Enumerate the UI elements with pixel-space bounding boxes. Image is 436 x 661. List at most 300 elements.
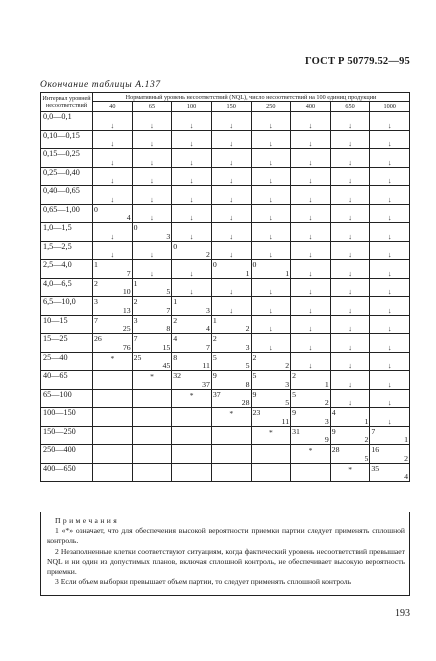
notes-title: Примечания (55, 516, 120, 525)
full-inspection-mark: * (110, 353, 115, 363)
sample-size: 3 (205, 305, 210, 315)
plan-cell (291, 463, 331, 482)
down-arrow-icon: ↓ (348, 342, 352, 352)
plan-cell (93, 130, 133, 149)
plan-cell (172, 371, 212, 390)
plan-cell (251, 223, 291, 242)
plan-cell (93, 426, 133, 445)
down-arrow-icon: ↓ (348, 194, 352, 204)
plan-cell (93, 186, 133, 205)
down-arrow-icon: ↓ (229, 250, 234, 259)
plan-cell (172, 223, 212, 242)
plan-cell (172, 186, 212, 205)
interval-label: 15—25 (41, 334, 93, 353)
sample-size: 8 (166, 324, 171, 333)
plan-cell (93, 352, 133, 371)
down-arrow-icon: ↓ (189, 268, 194, 278)
down-arrow-icon: ↓ (150, 120, 154, 130)
acceptance-number: 9 (292, 408, 297, 417)
down-arrow-icon: ↓ (348, 268, 352, 278)
down-arrow-icon: ↓ (110, 231, 115, 241)
plan-cell (132, 149, 172, 168)
plan-cell (211, 186, 251, 205)
plan-cell (211, 278, 251, 297)
acceptance-number: 4 (331, 408, 336, 417)
plan-cell (251, 315, 291, 334)
plan-cell (172, 149, 212, 168)
table-row (41, 149, 410, 168)
nql-level-header: 65 (132, 102, 172, 112)
plan-cell (251, 278, 291, 297)
plan-cell (211, 204, 251, 223)
down-arrow-icon: ↓ (308, 324, 313, 333)
down-arrow-icon: ↓ (308, 176, 313, 185)
sample-size: 37 (202, 379, 210, 389)
sample-size: 2 (285, 361, 290, 370)
interval-label: 100—150 (41, 408, 93, 427)
down-arrow-icon: ↓ (308, 342, 313, 352)
plan-cell (370, 389, 410, 408)
sample-size: 4 (126, 213, 131, 222)
plan-cell (330, 426, 370, 445)
plan-cell (93, 371, 133, 390)
acceptance-number: 0 (252, 260, 257, 269)
plan-cell (211, 389, 251, 408)
plan-cell (211, 260, 251, 279)
sample-size: 1 (364, 416, 369, 426)
plan-cell (291, 223, 331, 242)
plan-cell (291, 408, 331, 427)
acceptance-number: 7 (133, 334, 138, 343)
plan-cell (132, 445, 172, 464)
plan-cell (211, 315, 251, 334)
plan-cell (330, 408, 370, 427)
down-arrow-icon: ↓ (387, 287, 392, 296)
plan-cell (370, 149, 410, 168)
nql-span-header: Нормативный уровень несоответствий (NQL), число несоответствий на 100 единиц продукции (93, 93, 410, 102)
plan-cell (291, 371, 331, 390)
note-3: 3 Если объем выборки превышает объем партии, то следует применять сплошной контроль (55, 577, 352, 587)
acceptance-number: 0 (94, 204, 98, 214)
acceptance-number: 9 (331, 426, 336, 436)
acceptance-number: 2 (94, 278, 98, 288)
plan-cell (251, 297, 291, 316)
sample-size: 4 (205, 324, 210, 333)
nql-level-header: 650 (330, 102, 370, 112)
down-arrow-icon: ↓ (387, 250, 392, 259)
table-row (41, 260, 410, 279)
plan-cell (251, 167, 291, 186)
plan-cell (132, 186, 172, 205)
plan-cell (211, 223, 251, 242)
down-arrow-icon: ↓ (387, 361, 392, 370)
plan-cell (370, 371, 410, 390)
plan-cell (172, 297, 212, 316)
plan-cell (330, 297, 370, 316)
down-arrow-icon: ↓ (189, 231, 194, 241)
plan-cell (172, 204, 212, 223)
full-inspection-mark: * (348, 464, 352, 474)
plan-cell (172, 167, 212, 186)
plan-cell (211, 167, 251, 186)
plan-cell (172, 278, 212, 297)
table-row (41, 463, 410, 482)
plan-cell (370, 260, 410, 279)
plan-cell (291, 426, 331, 445)
acceptance-number: 35 (371, 463, 380, 473)
plan-cell (132, 204, 172, 223)
down-arrow-icon: ↓ (150, 194, 154, 204)
interval-label: 0,0—0,1 (41, 112, 93, 131)
interval-column-header: Интервал уровней несоответствий (41, 93, 93, 112)
plan-cell (330, 371, 370, 390)
plan-cell (370, 352, 410, 371)
acceptance-number: 1 (133, 278, 138, 288)
sample-size: 1 (285, 268, 290, 278)
plan-cell (330, 445, 370, 464)
plan-cell (291, 241, 331, 260)
sample-size: 7 (166, 305, 171, 315)
table-caption: Окончание таблицы А.137 (40, 80, 161, 90)
plan-cell (330, 130, 370, 149)
down-arrow-icon: ↓ (189, 287, 194, 296)
sample-size: 10 (122, 287, 131, 296)
plan-cell (291, 315, 331, 334)
down-arrow-icon: ↓ (150, 250, 154, 259)
down-arrow-icon: ↓ (110, 120, 115, 130)
plan-cell (211, 463, 251, 482)
plan-cell (330, 260, 370, 279)
down-arrow-icon: ↓ (110, 250, 115, 259)
down-arrow-icon: ↓ (348, 324, 352, 333)
standard-header: ГОСТ Р 50779.52—95 (305, 56, 410, 67)
down-arrow-icon: ↓ (189, 194, 194, 204)
sample-size: 3 (324, 416, 329, 426)
plan-cell (330, 204, 370, 223)
down-arrow-icon: ↓ (308, 139, 313, 148)
interval-label: 6,5—10,0 (41, 297, 93, 316)
plan-cell (330, 223, 370, 242)
sample-size: 8 (245, 379, 250, 389)
acceptance-number: 5 (252, 371, 257, 380)
plan-cell (172, 352, 212, 371)
plan-cell (132, 389, 172, 408)
plan-cell (132, 112, 172, 131)
plan-cell (251, 186, 291, 205)
table-row (41, 445, 410, 464)
plan-cell (211, 371, 251, 390)
down-arrow-icon: ↓ (387, 231, 392, 241)
down-arrow-icon: ↓ (387, 120, 392, 130)
down-arrow-icon: ↓ (229, 157, 234, 167)
nql-level-header: 40 (93, 102, 133, 112)
acceptance-number: 1 (173, 297, 178, 306)
down-arrow-icon: ↓ (229, 176, 234, 185)
plan-cell (172, 389, 212, 408)
plan-cell (291, 260, 331, 279)
down-arrow-icon: ↓ (268, 176, 273, 185)
plan-cell (291, 278, 331, 297)
sample-size: 28 (241, 398, 250, 407)
sample-size: 7 (205, 342, 210, 352)
nql-level-header: 100 (172, 102, 212, 112)
sample-size: 3 (285, 379, 290, 389)
down-arrow-icon: ↓ (348, 231, 352, 241)
plan-cell (291, 149, 331, 168)
acceptance-number: 0 (173, 241, 178, 251)
down-arrow-icon: ↓ (150, 213, 154, 222)
interval-label: 2,5—4,0 (41, 260, 93, 279)
interval-label: 4,0—6,5 (41, 278, 93, 297)
plan-cell (370, 315, 410, 334)
nql-level-header: 400 (291, 102, 331, 112)
plan-cell (370, 278, 410, 297)
plan-cell (93, 334, 133, 353)
down-arrow-icon: ↓ (387, 398, 392, 407)
plan-cell (291, 112, 331, 131)
down-arrow-icon: ↓ (110, 176, 115, 185)
down-arrow-icon: ↓ (308, 250, 313, 259)
down-arrow-icon: ↓ (348, 157, 352, 167)
acceptance-number: 7 (371, 426, 376, 436)
down-arrow-icon: ↓ (348, 120, 352, 130)
down-arrow-icon: ↓ (387, 324, 392, 333)
plan-cell (251, 389, 291, 408)
plan-cell (93, 463, 133, 482)
plan-cell (132, 260, 172, 279)
notes-block (40, 512, 410, 596)
down-arrow-icon: ↓ (308, 157, 313, 167)
interval-label: 0,65—1,00 (41, 204, 93, 223)
acceptance-number: 2 (133, 297, 138, 306)
down-arrow-icon: ↓ (229, 194, 234, 204)
plan-cell (132, 371, 172, 390)
table-row (41, 130, 410, 149)
down-arrow-icon: ↓ (189, 213, 194, 222)
full-inspection-mark: * (308, 446, 313, 455)
acceptance-number: 3 (133, 315, 138, 325)
plan-cell (370, 223, 410, 242)
down-arrow-icon: ↓ (268, 305, 273, 315)
plan-cell (93, 278, 133, 297)
interval-label: 25—40 (41, 352, 93, 371)
plan-cell (132, 297, 172, 316)
page-number: 193 (395, 608, 410, 619)
note-1: 1 «*» означает, что для обеспечения высокой вероятности приемки партии следует применять сплошной контроль. (47, 526, 405, 546)
sample-size: 13 (122, 305, 131, 315)
plan-cell (370, 445, 410, 464)
down-arrow-icon: ↓ (348, 139, 352, 148)
down-arrow-icon: ↓ (387, 379, 392, 389)
down-arrow-icon: ↓ (189, 176, 194, 185)
down-arrow-icon: ↓ (387, 416, 392, 426)
sample-size: 11 (281, 416, 290, 426)
plan-cell (172, 130, 212, 149)
plan-cell (132, 167, 172, 186)
plan-cell (291, 167, 331, 186)
down-arrow-icon: ↓ (150, 176, 154, 185)
down-arrow-icon: ↓ (189, 120, 194, 130)
sample-size: 5 (364, 453, 369, 463)
plan-cell (132, 463, 172, 482)
down-arrow-icon: ↓ (348, 379, 352, 389)
plan-cell (93, 223, 133, 242)
down-arrow-icon: ↓ (268, 213, 273, 222)
sample-size: 5 (245, 361, 250, 370)
plan-cell (211, 112, 251, 131)
plan-cell (172, 445, 212, 464)
table-row (41, 186, 410, 205)
acceptance-number: 4 (173, 334, 178, 343)
acceptance-number: 23 (252, 408, 261, 417)
plan-cell (370, 426, 410, 445)
plan-cell (93, 149, 133, 168)
down-arrow-icon: ↓ (110, 157, 115, 167)
down-arrow-icon: ↓ (348, 176, 352, 185)
plan-cell (211, 352, 251, 371)
acceptance-number: 16 (371, 445, 380, 454)
plan-cell (370, 241, 410, 260)
down-arrow-icon: ↓ (110, 139, 115, 148)
note-2: 2 Незаполненные клетки соответствуют ситуациям, когда фактический уровень несоответствий превышает NQL и ни один из допустимых планов, включая сплошной контроль, не обеспечивает высокую вероятность приемки. (47, 546, 405, 577)
interval-label: 0,25—0,40 (41, 167, 93, 186)
down-arrow-icon: ↓ (268, 342, 273, 352)
plan-cell (211, 130, 251, 149)
plan-cell (330, 112, 370, 131)
down-arrow-icon: ↓ (268, 157, 273, 167)
acceptance-number: 28 (331, 445, 340, 454)
sample-size: 25 (122, 324, 131, 333)
down-arrow-icon: ↓ (387, 139, 392, 148)
plan-cell (291, 297, 331, 316)
plan-cell (291, 130, 331, 149)
plan-cell (251, 112, 291, 131)
plan-cell (93, 297, 133, 316)
table-row (41, 204, 410, 223)
sample-size: 4 (404, 472, 408, 481)
table-row (41, 426, 410, 445)
table-row (41, 167, 410, 186)
sample-size: 2 (245, 324, 250, 333)
down-arrow-icon: ↓ (348, 213, 352, 222)
interval-label: 10—15 (41, 315, 93, 334)
interval-label: 40—65 (41, 371, 93, 390)
plan-cell (132, 334, 172, 353)
plan-cell (330, 186, 370, 205)
nql-level-header: 150 (211, 102, 251, 112)
plan-cell (211, 426, 251, 445)
plan-cell (132, 223, 172, 242)
plan-cell (330, 149, 370, 168)
down-arrow-icon: ↓ (229, 287, 234, 296)
sample-size: 5 (285, 398, 290, 407)
plan-cell (251, 426, 291, 445)
plan-cell (93, 260, 133, 279)
full-inspection-mark: * (268, 427, 273, 437)
down-arrow-icon: ↓ (308, 305, 313, 315)
plan-cell (251, 408, 291, 427)
table-row (41, 297, 410, 316)
acceptance-number: 37 (212, 389, 221, 399)
down-arrow-icon: ↓ (268, 139, 273, 148)
plan-cell (291, 445, 331, 464)
down-arrow-icon: ↓ (387, 305, 392, 315)
sample-size: 45 (162, 361, 171, 370)
plan-cell (93, 445, 133, 464)
plan-cell (291, 334, 331, 353)
down-arrow-icon: ↓ (387, 213, 392, 222)
sample-size: 9 (324, 435, 329, 444)
interval-label: 0,10—0,15 (41, 130, 93, 149)
table-row (41, 371, 410, 390)
plan-cell (93, 389, 133, 408)
acceptance-number: 32 (173, 371, 182, 380)
plan-cell (172, 426, 212, 445)
plan-cell (330, 389, 370, 408)
acceptance-number: 2 (292, 371, 297, 380)
down-arrow-icon: ↓ (229, 213, 234, 222)
plan-cell (172, 241, 212, 260)
plan-cell (132, 241, 172, 260)
down-arrow-icon: ↓ (308, 231, 313, 241)
down-arrow-icon: ↓ (229, 231, 234, 241)
table-row (41, 389, 410, 408)
down-arrow-icon: ↓ (229, 120, 234, 130)
plan-cell (251, 445, 291, 464)
sample-size: 76 (122, 342, 131, 352)
plan-cell (211, 241, 251, 260)
plan-cell (291, 352, 331, 371)
sample-size: 3 (166, 231, 171, 241)
plan-cell (211, 408, 251, 427)
plan-cell (370, 186, 410, 205)
down-arrow-icon: ↓ (150, 268, 154, 278)
interval-label: 0,40—0,65 (41, 186, 93, 205)
down-arrow-icon: ↓ (348, 398, 352, 407)
plan-cell (93, 241, 133, 260)
acceptance-number: 3 (94, 297, 98, 306)
down-arrow-icon: ↓ (308, 120, 313, 130)
sample-size: 1 (404, 435, 408, 444)
plan-cell (251, 130, 291, 149)
down-arrow-icon: ↓ (189, 157, 194, 167)
down-arrow-icon: ↓ (229, 305, 234, 315)
acceptance-number: 8 (173, 352, 178, 362)
sample-size: 1 (245, 268, 250, 278)
plan-cell (251, 241, 291, 260)
plan-cell (93, 204, 133, 223)
plan-cell (172, 315, 212, 334)
plan-cell (172, 112, 212, 131)
down-arrow-icon: ↓ (348, 361, 352, 370)
sample-size: 11 (202, 361, 210, 370)
interval-label: 1,5—2,5 (41, 241, 93, 260)
plan-cell (132, 315, 172, 334)
down-arrow-icon: ↓ (268, 250, 273, 259)
plan-cell (251, 260, 291, 279)
acceptance-number: 31 (292, 426, 300, 436)
plan-cell (132, 130, 172, 149)
plan-cell (370, 334, 410, 353)
down-arrow-icon: ↓ (348, 287, 352, 296)
plan-cell (370, 204, 410, 223)
down-arrow-icon: ↓ (150, 139, 154, 148)
down-arrow-icon: ↓ (110, 194, 115, 204)
plan-cell (251, 371, 291, 390)
interval-label: 1,0—1,5 (41, 223, 93, 242)
sample-size: 7 (126, 268, 131, 278)
acceptance-number: 2 (252, 352, 257, 362)
